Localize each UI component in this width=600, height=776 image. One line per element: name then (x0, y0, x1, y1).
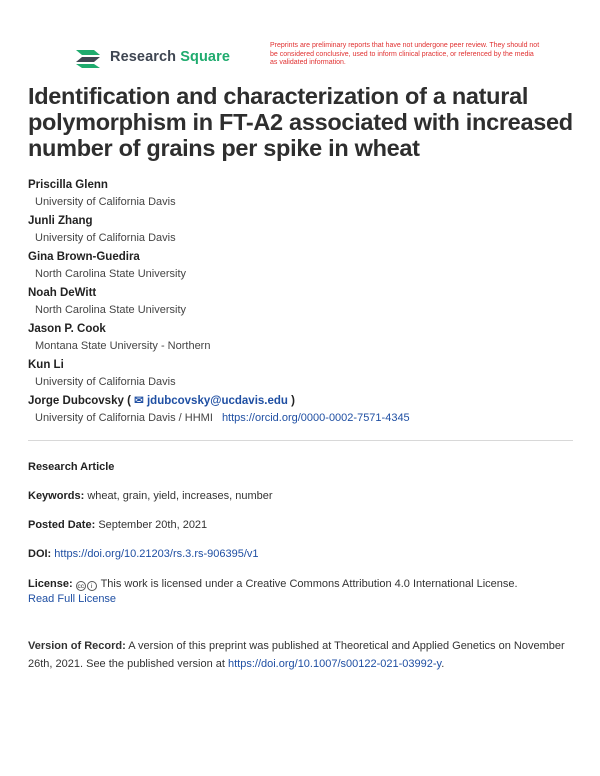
author-list (28, 178, 573, 430)
keywords-value: wheat, grain, yield, increases, number (87, 490, 273, 502)
attribution-icon: i (87, 581, 97, 591)
preprint-disclaimer: Preprints are preliminary reports that have not undergone peer review. They should not be considered conclusive, used to inform clinical practice, or referenced by the media as validated information. (270, 42, 540, 67)
author-name-text: Jorge Dubcovsky (28, 395, 124, 407)
article-type-text: Research Article (28, 461, 115, 473)
header (0, 40, 600, 80)
orcid-link[interactable]: https://orcid.org/0000-0002-7571-4345 (221, 412, 410, 424)
section-divider (28, 440, 573, 441)
posted-date-value: September 20th, 2021 (98, 519, 208, 531)
doi-link[interactable]: https://doi.org/10.21203/rs.3.rs-906395/v1 (54, 548, 259, 560)
author-entry (28, 214, 573, 250)
author-name: Noah DeWitt (28, 287, 97, 299)
affiliation-text: University of California Davis / HHMI (35, 412, 213, 424)
posted-date-line (28, 518, 573, 533)
corresponding-author-entry (28, 394, 573, 430)
author-name: Jason P. Cook (28, 323, 106, 335)
open-paren: ( (127, 395, 131, 407)
article-type (28, 460, 573, 475)
doi-line (28, 547, 573, 562)
author-affiliation: University of California Davis (35, 376, 176, 388)
doi-label: DOI: (28, 548, 52, 560)
envelope-icon: ✉ (134, 395, 144, 407)
keywords-label: Keywords: (28, 490, 85, 502)
author-entry (28, 250, 573, 286)
author-name: Kun Li (28, 359, 64, 371)
research-square-logo[interactable] (74, 46, 230, 68)
corresponding-author-name (28, 394, 573, 411)
author-email-link[interactable]: jdubcovsky@ucdavis.edu (146, 395, 288, 407)
license-text: This work is licensed under a Creative Commons Attribution 4.0 International License. (100, 578, 518, 590)
author-entry (28, 322, 573, 358)
author-name: Junli Zhang (28, 215, 93, 227)
author-entry (28, 286, 573, 322)
close-paren: ) (291, 395, 295, 407)
author-affiliation: North Carolina State University (35, 304, 187, 316)
author-affiliation: University of California Davis (35, 232, 176, 244)
research-square-logo-icon (74, 46, 102, 68)
author-name: Priscilla Glenn (28, 179, 108, 191)
author-name: Gina Brown-Guedira (28, 251, 140, 263)
author-affiliation: North Carolina State University (35, 268, 187, 280)
author-entry (28, 358, 573, 394)
logo-text (110, 49, 230, 65)
posted-date-label: Posted Date: (28, 519, 96, 531)
author-affiliation (28, 411, 573, 425)
license-block (28, 577, 573, 607)
creative-commons-icon: cc (77, 583, 84, 590)
version-of-record (28, 637, 573, 673)
keywords-line (28, 489, 573, 504)
license-label: License: (28, 578, 73, 590)
logo-text-research: Research (110, 49, 177, 65)
logo-text-square: Square (180, 49, 230, 65)
version-of-record-text: A version of this preprint was published at Theoretical and Applied Genetics on November 26th, 2021. See the published version at (28, 640, 565, 670)
published-version-link[interactable]: https://doi.org/10.1007/s00122-021-03992-y (227, 658, 442, 670)
version-of-record-label: Version of Record: (28, 640, 126, 652)
read-full-license-link[interactable]: Read Full License (28, 593, 117, 605)
author-affiliation: Montana State University - Northern (35, 340, 211, 352)
author-entry (28, 178, 573, 214)
paper-title: Identification and characterization of a natural polymorphism in FT-A2 associated with increased number of grains per spike in wheat (28, 83, 573, 161)
version-of-record-end: . (441, 658, 445, 670)
author-affiliation: University of California Davis (35, 196, 176, 208)
